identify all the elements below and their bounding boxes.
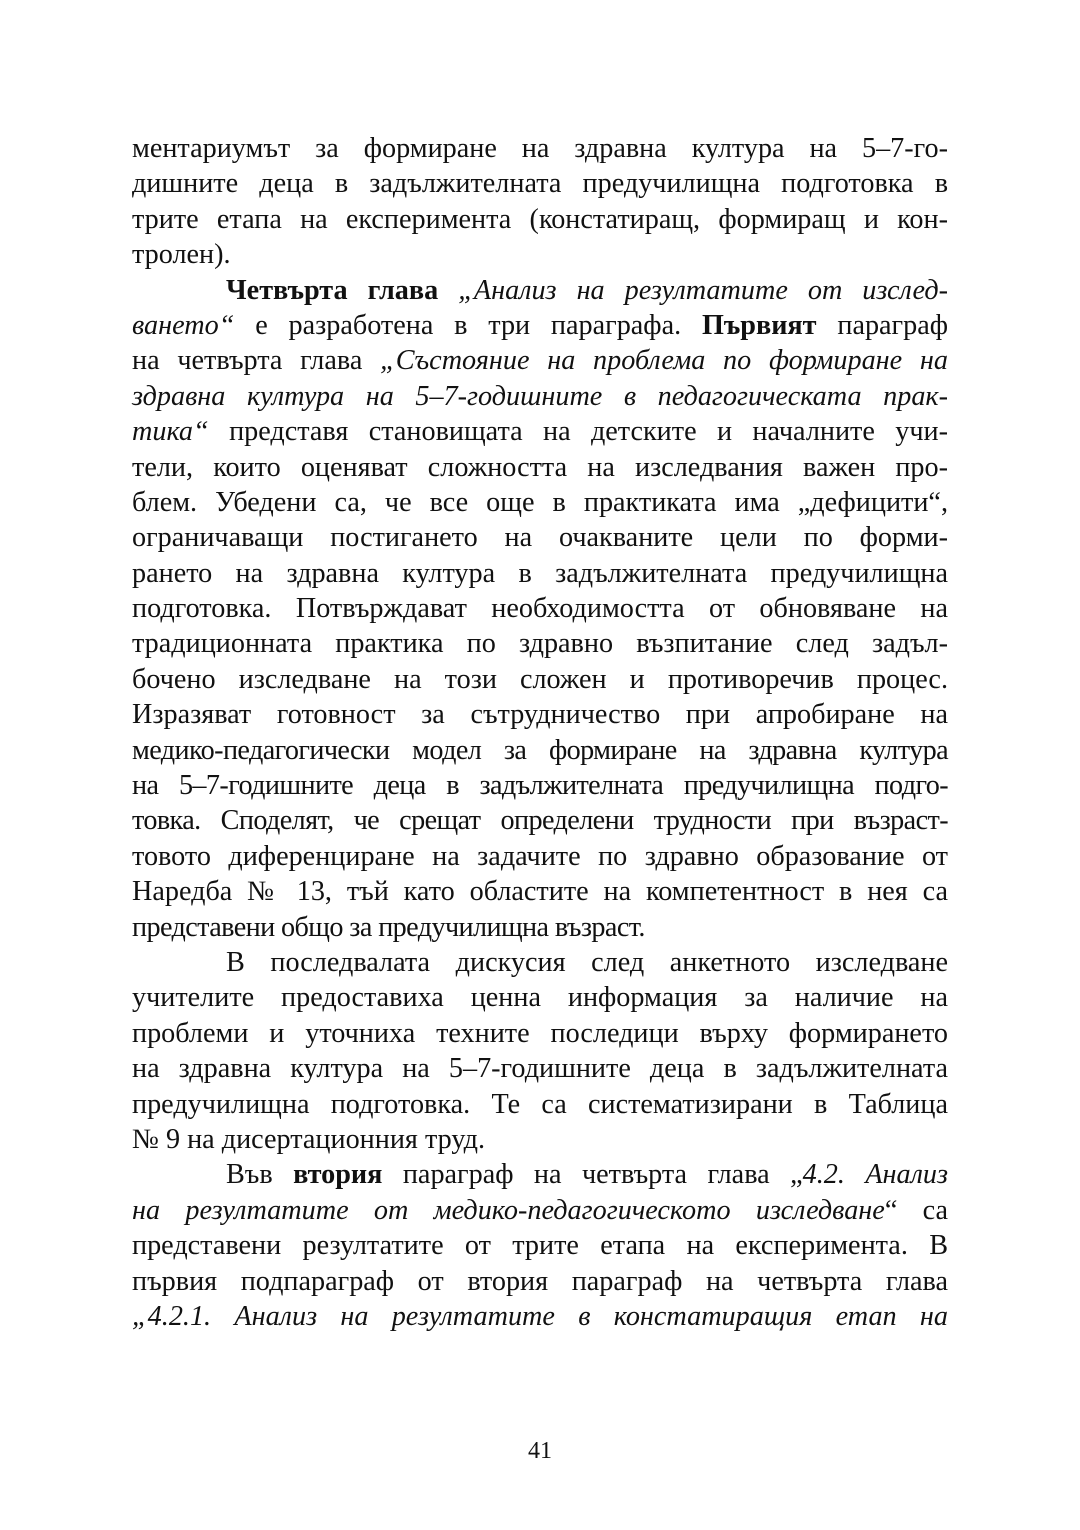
text-segment: Изразяват готовност за сътрудничество при апробиране на [132, 699, 948, 731]
second-paragraph-bold-label: втория [293, 1159, 383, 1191]
text-segment: блем. Убедени са, че все още в практиката има „дефицити“, [132, 486, 948, 518]
text-segment: дишните деца в задължителната предучилищна подготовка в [132, 168, 948, 200]
document-page-body [132, 131, 948, 1334]
text-line [132, 308, 948, 343]
text-segment: представени резултатите от трите етапа на експеримента. В [132, 1230, 948, 1262]
text-segment: първия подпараграф от втория параграф на четвърта глава [132, 1265, 948, 1297]
text-line [132, 839, 948, 874]
text-segment: ограничаващи постигането на очакваните цели по форми- [132, 522, 948, 554]
text-line [132, 450, 948, 485]
text-line [132, 1122, 948, 1157]
text-line [132, 1299, 948, 1334]
section-title-italic: здравна култура на 5–7-годишните в педагогическата прак- [132, 380, 948, 412]
page-number: 41 [528, 1438, 552, 1464]
text-line [132, 697, 948, 732]
text-segment [438, 275, 458, 306]
text-segment: тели, които оценяват сложността на изследвания важен про- [132, 451, 948, 483]
text-segment: подготовка. Потвърждават необходимостта от обновяване на [132, 593, 948, 625]
text-line [132, 768, 948, 803]
text-line [132, 945, 948, 980]
section-title-italic: на резултатите от медико-педагогическото изследване [132, 1194, 885, 1226]
text-segment: № 9 на дисертационния труд. [132, 1123, 486, 1155]
subsection-title-italic: „4.2.1. Анализ на резултатите в констатиращия етап на [132, 1300, 948, 1332]
text-segment: на 5–7-годишните деца в задължителната предучилищна подго- [132, 770, 948, 802]
text-segment: “ са [884, 1194, 948, 1226]
text-line [132, 1228, 948, 1263]
text-segment: представени общо за предучилищна възраст. [132, 911, 645, 943]
text-segment: В последвалата дискусия след анкетното изследване [226, 946, 948, 978]
text-line [132, 414, 948, 449]
text-line [132, 733, 948, 768]
text-segment: учителите предоставиха ценна информация за наличие на [132, 982, 948, 1014]
text-segment: на четвърта глава [132, 345, 381, 377]
text-segment: рането на здравна култура в задължителната предучилищна [132, 557, 948, 589]
text-segment: представя становищата на детските и началните учи- [208, 416, 948, 448]
text-line [132, 1016, 948, 1051]
section-title-italic: тика“ [132, 416, 209, 448]
text-segment: проблеми и уточниха техните последици върху формирането [132, 1017, 948, 1049]
text-line [132, 874, 948, 909]
text-segment: товка. Споделят, че срещат определени трудности при възраст- [132, 805, 948, 837]
text-line [132, 520, 948, 555]
text-line [132, 1264, 948, 1299]
first-paragraph-bold-label: Първият [701, 309, 817, 341]
text-segment: Във [226, 1159, 294, 1191]
text-line [132, 343, 948, 378]
text-segment: традиционната практика по здравно възпитание след задъл- [132, 628, 948, 660]
text-line [132, 1193, 948, 1228]
text-line [132, 1087, 948, 1122]
section-title-italic: 4.2. Анализ [802, 1159, 948, 1191]
text-line [132, 910, 948, 945]
text-line [132, 803, 948, 838]
text-line [132, 202, 948, 237]
text-line [132, 1157, 948, 1192]
text-segment: тролен). [132, 239, 231, 271]
text-line [132, 485, 948, 520]
chapter-title-italic: ването“ [132, 309, 235, 341]
text-line [132, 626, 948, 661]
text-line [132, 379, 948, 414]
text-line [132, 131, 948, 166]
section-title-italic: „Състояние на проблема по формиране на [380, 345, 948, 377]
text-segment: ментариумът за формиране на здравна култура на 5–7-го- [132, 133, 948, 164]
chapter-title-italic: „Анализ на резултатите от изслед- [458, 274, 948, 306]
text-segment: медико-педагогически модел за формиране на здравна култура [132, 734, 948, 766]
text-line [132, 662, 948, 697]
text-segment: е разработена в три параграфа. [234, 309, 702, 341]
chapter-four-bold-label: Четвърта глава [226, 274, 439, 306]
text-segment: параграф на четвърта глава „ [382, 1159, 803, 1191]
text-segment: бочено изследване на този сложен и противоречив процес. [132, 663, 948, 695]
text-line [132, 1051, 948, 1086]
text-line [132, 556, 948, 591]
text-segment: предучилищна подготовка. Те са систематизирани в Таблица [132, 1088, 948, 1120]
text-line [132, 273, 948, 308]
text-segment: Наредба № 13, тъй като областите на компетентност в нея са [132, 876, 948, 908]
text-segment: трите етапа на експеримента (констатиращ, формиращ и кон- [132, 203, 948, 235]
text-line [132, 237, 948, 272]
text-line [132, 980, 948, 1015]
text-segment: параграф [816, 309, 948, 341]
text-segment: на здравна култура на 5–7-годишните деца в задължителната [132, 1053, 948, 1085]
text-segment: товото диференциране на задачите по здравно образование от [132, 840, 948, 872]
text-line [132, 166, 948, 201]
text-line [132, 591, 948, 626]
